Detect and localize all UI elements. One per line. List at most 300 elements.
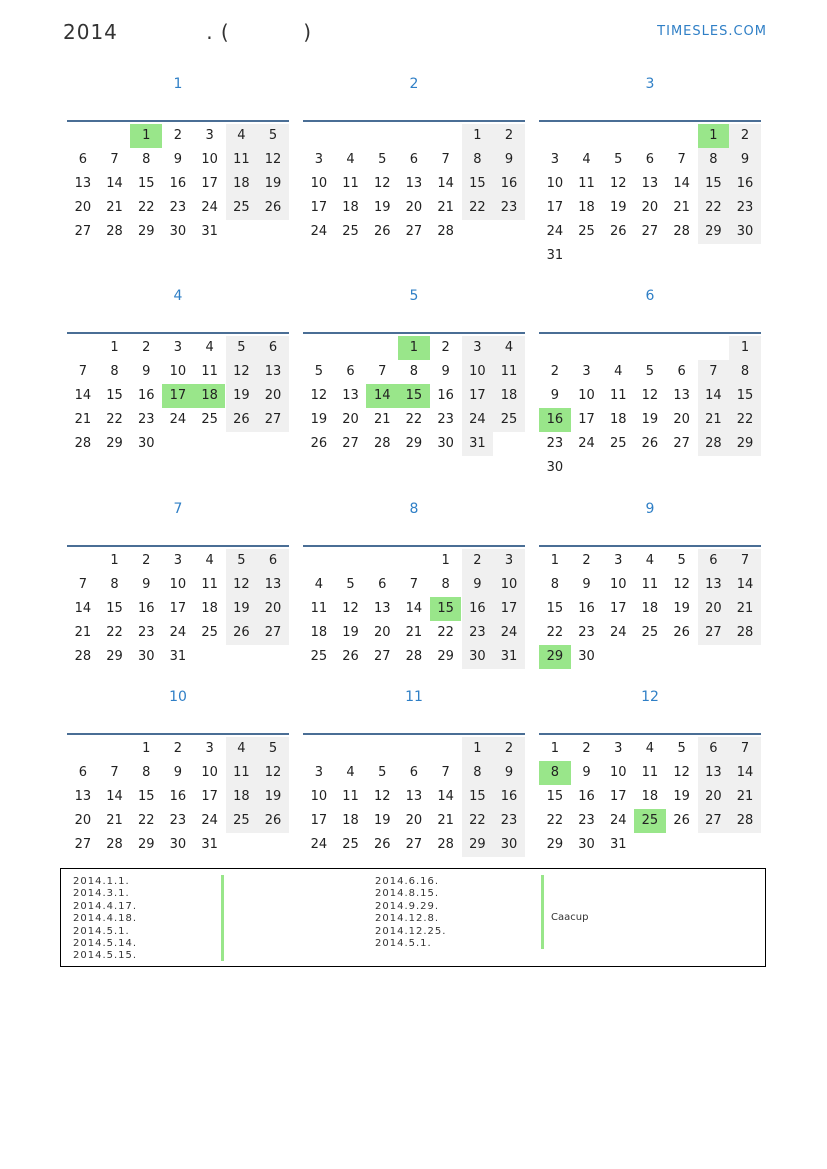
day-cell: 18 [493,384,525,408]
day-cell: 25 [493,408,525,432]
day-cell: 22 [546,813,564,828]
month-rule [303,733,525,735]
day-cell: 24 [169,625,187,640]
day-cell: 24 [462,408,494,432]
day-cell: 28 [405,649,423,664]
day-cell: 23 [493,809,525,833]
day-cell: 4 [226,737,258,761]
day-cell: 27 [641,224,659,239]
legend-date: 2014.5.14. [73,937,138,949]
day-cell: 10 [201,765,218,780]
day-cell: 3 [205,128,214,143]
day-cell: 19 [373,813,391,828]
holiday-day: 16 [539,408,571,432]
day-cell: 25 [641,625,659,640]
brand-logo[interactable]: TIMESLES.COM [657,24,767,39]
day-cell: 18 [226,785,258,809]
day-cell: 23 [437,412,454,427]
day-cell: 2 [729,124,761,148]
legend-date: 2014.12.8. [375,913,440,925]
day-cell: 12 [609,176,627,191]
day-cell: 21 [698,408,730,432]
day-cell: 16 [169,176,187,191]
day-cell: 9 [729,148,761,172]
day-cell: 23 [578,813,595,828]
day-cell: 6 [78,765,87,780]
day-cell: 30 [546,460,564,475]
day-cell: 2 [142,340,151,355]
day-cell: 3 [550,152,559,167]
month-rule [539,733,761,735]
day-cell: 21 [673,200,690,215]
day-cell: 12 [373,176,391,191]
day-cell: 20 [74,813,92,828]
day-cell: 12 [673,577,690,592]
day-cell: 26 [373,837,391,852]
day-cell: 9 [493,761,525,785]
day-cell: 10 [609,577,627,592]
day-cell: 27 [698,621,730,645]
day-cell: 25 [226,196,258,220]
day-cell: 28 [74,436,92,451]
legend-date: 2014.6.16. [375,876,440,887]
day-cell: 28 [437,837,454,852]
day-cell: 28 [729,621,761,645]
day-cell: 17 [462,384,494,408]
day-cell: 9 [142,577,151,592]
day-cell: 20 [698,597,730,621]
day-cell: 17 [310,200,328,215]
month-rule [303,120,525,122]
day-cell: 17 [609,789,627,804]
day-cell: 10 [609,765,627,780]
legend-date: 2014.5.1. [375,937,432,949]
month-8 [303,499,525,664]
day-cell: 8 [142,765,151,780]
day-cell: 9 [582,765,591,780]
day-cell: 30 [462,645,494,669]
day-cell: 30 [578,837,595,852]
day-cell: 26 [257,809,289,833]
day-cell: 22 [462,196,494,220]
day-cell: 15 [698,172,730,196]
holiday-day: 25 [634,809,666,833]
day-cell: 5 [677,741,686,756]
holiday-day: 8 [539,761,571,785]
day-cell: 10 [546,176,564,191]
month-title: 11 [405,689,423,705]
day-cell: 17 [609,601,627,616]
day-cell: 18 [201,601,218,616]
day-cell: 20 [405,813,423,828]
day-cell: 27 [405,224,423,239]
holiday-day: 18 [194,384,226,408]
day-cell: 9 [142,364,151,379]
day-cell: 29 [698,220,730,244]
day-cell: 27 [257,621,289,645]
day-cell: 5 [257,737,289,761]
day-cell: 30 [137,436,155,451]
day-cell: 17 [169,601,187,616]
day-cell: 23 [169,200,187,215]
day-cell: 27 [342,436,359,451]
day-cell: 6 [409,152,419,167]
day-cell: 27 [405,837,423,852]
day-cell: 18 [342,200,359,215]
day-cell: 16 [169,789,187,804]
day-cell: 29 [546,837,564,852]
day-cell: 28 [106,224,123,239]
holiday-day: 15 [398,384,430,408]
day-cell: 14 [74,388,92,403]
day-cell: 17 [493,597,525,621]
day-cell: 14 [698,384,730,408]
day-cell: 16 [137,601,155,616]
day-cell: 13 [673,388,690,403]
month-1 [67,74,289,239]
day-cell: 8 [110,577,119,592]
day-cell: 23 [546,436,564,451]
day-cell: 4 [346,765,355,780]
day-cell: 26 [609,224,627,239]
day-cell: 11 [342,176,359,191]
day-cell: 15 [462,172,494,196]
day-cell: 4 [645,741,655,756]
day-cell: 3 [614,553,623,568]
day-cell: 1 [142,741,151,756]
day-cell: 7 [729,549,761,573]
day-cell: 8 [550,577,559,592]
day-cell: 8 [729,360,761,384]
day-cell: 27 [74,224,92,239]
day-cell: 8 [409,364,419,379]
day-cell: 2 [550,364,559,379]
day-cell: 7 [409,577,419,592]
day-cell: 14 [437,176,454,191]
legend-date: 2014.5.1. [73,925,130,937]
month-rule [67,545,289,547]
day-cell: 2 [582,741,591,756]
day-cell: 2 [142,553,151,568]
month-title: 6 [645,288,655,304]
day-cell: 6 [677,364,686,379]
day-cell: 13 [641,176,659,191]
day-cell: 2 [462,549,494,573]
day-cell: 6 [698,549,730,573]
day-cell: 3 [173,553,183,568]
day-cell: 3 [493,549,525,573]
day-cell: 5 [226,336,258,360]
day-cell: 14 [74,601,92,616]
day-cell: 20 [405,200,423,215]
holiday-day: 15 [430,597,462,621]
legend-date: 2014.5.15. [73,950,138,962]
day-cell: 19 [342,625,359,640]
day-cell: 12 [226,573,258,597]
day-cell: 15 [106,601,123,616]
day-cell: 4 [582,152,591,167]
month-2 [303,74,525,239]
day-cell: 11 [342,789,359,804]
day-cell: 13 [373,601,391,616]
month-rule [539,120,761,122]
month-7 [67,499,289,664]
day-cell: 18 [578,200,595,215]
day-cell: 10 [578,388,595,403]
day-cell: 20 [641,200,659,215]
day-cell: 24 [310,224,328,239]
day-cell: 11 [226,761,258,785]
day-cell: 6 [378,577,387,592]
day-cell: 29 [462,833,494,857]
day-cell: 21 [437,200,454,215]
day-cell: 2 [441,340,450,355]
month-title: 10 [169,689,187,705]
day-cell: 8 [110,364,119,379]
month-9 [539,499,761,664]
day-cell: 13 [74,789,92,804]
day-cell: 30 [493,833,525,857]
day-cell: 27 [373,649,391,664]
day-cell: 9 [582,577,591,592]
day-cell: 21 [373,412,391,427]
day-cell: 29 [729,432,761,456]
day-cell: 4 [346,152,355,167]
month-title: 9 [645,501,655,517]
day-cell: 21 [106,200,123,215]
day-cell: 28 [698,432,730,456]
day-cell: 29 [405,436,423,451]
day-cell: 7 [441,152,450,167]
day-cell: 17 [201,176,218,191]
day-cell: 29 [137,837,155,852]
day-cell: 21 [729,785,761,809]
day-cell: 14 [405,601,423,616]
day-cell: 28 [106,837,123,852]
day-cell: 10 [201,152,218,167]
day-cell: 5 [677,553,686,568]
day-cell: 10 [462,360,494,384]
day-cell: 31 [201,224,218,239]
day-cell: 1 [110,340,119,355]
month-rule [539,545,761,547]
day-cell: 28 [437,224,454,239]
day-cell: 22 [729,408,761,432]
day-cell: 20 [74,200,92,215]
day-cell: 3 [314,765,323,780]
day-cell: 26 [641,436,659,451]
day-cell: 12 [641,388,659,403]
month-title: 4 [173,288,183,304]
day-cell: 12 [342,601,359,616]
day-cell: 24 [609,625,627,640]
day-cell: 9 [173,765,183,780]
day-cell: 26 [226,621,258,645]
day-cell: 27 [673,436,690,451]
day-cell: 31 [169,649,187,664]
day-cell: 21 [729,597,761,621]
day-cell: 8 [698,148,730,172]
holiday-day: 29 [539,645,571,669]
day-cell: 16 [137,388,155,403]
day-cell: 9 [462,573,494,597]
day-cell: 31 [493,645,525,669]
day-cell: 27 [257,408,289,432]
day-cell: 2 [173,741,183,756]
day-cell: 26 [310,436,328,451]
day-cell: 3 [582,364,591,379]
month-title: 2 [409,76,419,92]
day-cell: 1 [550,741,559,756]
legend-date: 2014.9.29. [375,900,440,912]
day-cell: 25 [342,224,359,239]
day-cell: 16 [578,601,595,616]
day-cell: 16 [493,785,525,809]
day-cell: 16 [493,172,525,196]
day-cell: 18 [641,601,659,616]
day-cell: 14 [673,176,690,191]
day-cell: 11 [310,601,328,616]
day-cell: 18 [609,412,627,427]
day-cell: 12 [226,360,258,384]
day-cell: 9 [550,388,559,403]
month-12 [539,687,761,852]
day-cell: 10 [310,176,328,191]
day-cell: 4 [493,336,525,360]
month-rule [539,332,761,334]
month-title: 7 [173,501,183,517]
day-cell: 20 [698,785,730,809]
day-cell: 26 [373,224,391,239]
day-cell: 6 [645,152,655,167]
day-cell: 23 [137,625,155,640]
day-cell: 23 [493,196,525,220]
day-cell: 29 [437,649,454,664]
day-cell: 15 [729,384,761,408]
day-cell: 28 [729,809,761,833]
day-cell: 25 [342,837,359,852]
day-cell: 1 [729,336,761,360]
day-cell: 15 [546,601,564,616]
day-cell: 13 [698,573,730,597]
day-cell: 5 [257,124,289,148]
day-cell: 25 [201,625,218,640]
day-cell: 7 [677,152,686,167]
day-cell: 27 [698,809,730,833]
holiday-day: 17 [162,384,194,408]
day-cell: 3 [205,741,214,756]
day-cell: 20 [257,597,289,621]
day-cell: 1 [462,124,494,148]
day-cell: 20 [373,625,391,640]
holiday-day: 14 [366,384,398,408]
day-cell: 24 [609,813,627,828]
day-cell: 15 [106,388,123,403]
day-cell: 22 [106,412,123,427]
month-rule [303,332,525,334]
day-cell: 7 [110,152,119,167]
day-cell: 15 [546,789,564,804]
day-cell: 19 [673,789,690,804]
day-cell: 13 [698,761,730,785]
day-cell: 16 [578,789,595,804]
day-cell: 12 [257,761,289,785]
day-cell: 24 [546,224,564,239]
day-cell: 8 [441,577,450,592]
day-cell: 17 [201,789,218,804]
day-cell: 24 [578,436,595,451]
day-cell: 23 [729,196,761,220]
day-cell: 30 [729,220,761,244]
day-cell: 5 [614,152,623,167]
page-title: 2014 . ( ) [63,20,313,44]
legend-date: 2014.4.18. [73,913,138,925]
day-cell: 29 [106,436,123,451]
day-cell: 19 [226,597,258,621]
day-cell: 2 [493,124,525,148]
day-cell: 7 [110,765,119,780]
day-cell: 1 [550,553,559,568]
day-cell: 20 [673,412,690,427]
day-cell: 9 [173,152,183,167]
legend-note: Caacup [551,912,589,923]
day-cell: 24 [169,412,187,427]
day-cell: 1 [441,553,450,568]
legend-right-dates [375,876,446,950]
day-cell: 24 [310,837,328,852]
day-cell: 19 [310,412,328,427]
day-cell: 15 [137,176,155,191]
day-cell: 31 [201,837,218,852]
day-cell: 11 [201,364,218,379]
day-cell: 15 [137,789,155,804]
holiday-day: 1 [130,124,162,148]
day-cell: 31 [546,248,564,263]
day-cell: 22 [405,412,423,427]
day-cell: 25 [201,412,218,427]
day-cell: 24 [201,200,218,215]
day-cell: 7 [729,737,761,761]
day-cell: 4 [645,553,655,568]
day-cell: 6 [257,549,289,573]
day-cell: 8 [142,152,151,167]
day-cell: 22 [106,625,123,640]
day-cell: 19 [609,200,627,215]
day-cell: 28 [373,436,391,451]
day-cell: 19 [641,412,659,427]
day-cell: 29 [106,649,123,664]
day-cell: 25 [609,436,627,451]
day-cell: 18 [226,172,258,196]
day-cell: 26 [342,649,359,664]
day-cell: 11 [201,577,218,592]
day-cell: 5 [314,364,323,379]
day-cell: 25 [310,649,328,664]
day-cell: 23 [169,813,187,828]
day-cell: 9 [493,148,525,172]
day-cell: 22 [137,813,155,828]
day-cell: 6 [698,737,730,761]
day-cell: 3 [314,152,323,167]
day-cell: 17 [578,412,595,427]
day-cell: 8 [462,148,494,172]
day-cell: 22 [698,196,730,220]
day-cell: 10 [169,364,187,379]
day-cell: 6 [409,765,419,780]
day-cell: 16 [729,172,761,196]
day-cell: 4 [205,340,214,355]
month-5 [303,286,525,451]
